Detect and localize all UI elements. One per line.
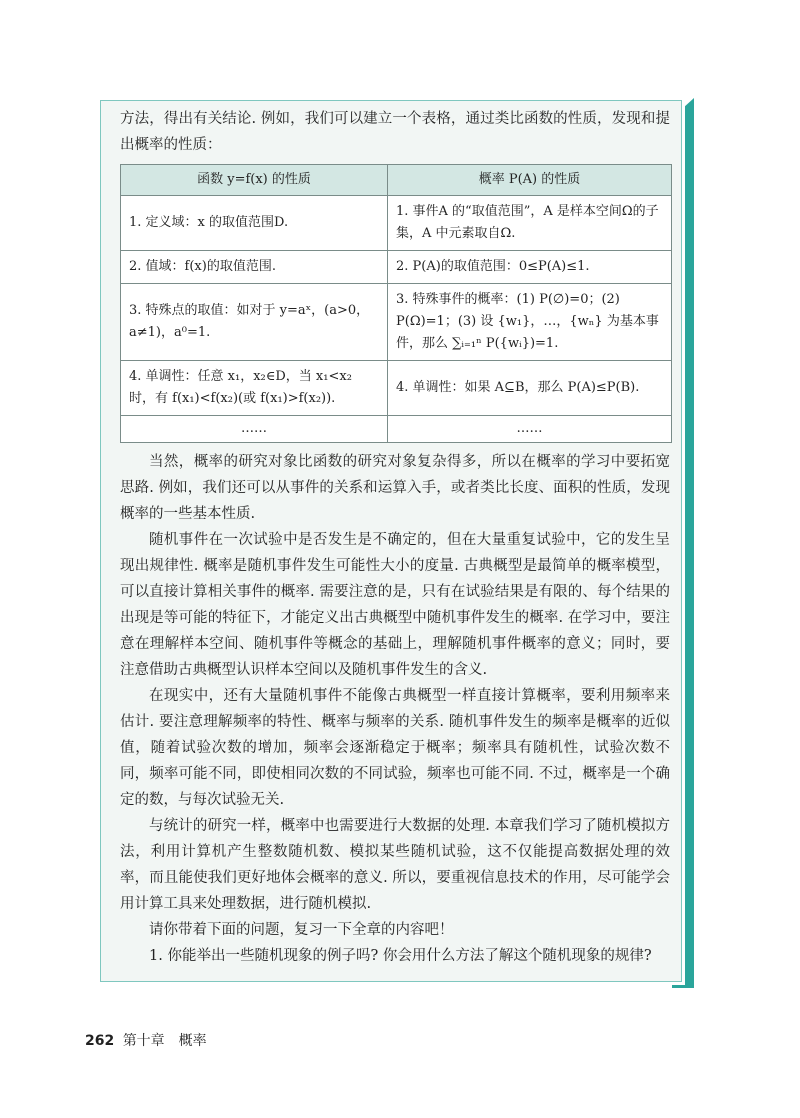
table-cell: 2. 值域：f(x)的取值范围. [121, 251, 388, 284]
table-cell: 1. 定义域：x 的取值范围D. [121, 196, 388, 251]
page-number: 262 [85, 1033, 115, 1049]
paragraph: 在现实中，还有大量随机事件不能像古典概型一样直接计算概率，要利用频率来估计. 要注意理解频率的特性、概率与频率的关系. 随机事件发生的频率是概率的近似值，随着试验次数的增加，频率会逐渐稳定于概率；频率具有随机性，试验次数不同，频率可能不同，即使相同次数的不同试验，频率也可能不同. 不过，概率是一个确定的数，与每次试验无关. [120, 688, 670, 808]
table-cell: 4. 单调性：任意 x₁，x₂∈D，当 x₁<x₂ 时，有 f(x₁)<f(x₂)(或 f(x₁)>f(x₂)). [121, 361, 388, 416]
intro-paragraph: 方法，得出有关结论. 例如，我们可以建立一个表格，通过类比函数的性质，发现和提出概率的性质： [120, 111, 670, 153]
table-header-row [121, 165, 672, 196]
table-header-function: 函数 y=f(x) 的性质 [121, 165, 388, 196]
paragraph: 当然，概率的研究对象比函数的研究对象复杂得多，所以在概率的学习中要拓宽思路. 例如，我们还可以从事件的关系和运算入手，或者类比长度、面积的性质，发现概率的一些基本性质. [120, 454, 670, 522]
paragraph: 请你带着下面的问题，复习一下全章的内容吧！ [149, 922, 454, 938]
table-row [121, 284, 672, 361]
table-cell: 2. P(A)的取值范围：0≤P(A)≤1. [388, 251, 672, 284]
table-row [121, 416, 672, 443]
table-cell: 3. 特殊点的取值：如对于 y=aˣ，(a>0，a≠1)，a⁰=1. [121, 284, 388, 361]
table-cell: 1. 事件A 的“取值范围”，A 是样本空间Ω的子集，A 中元素取自Ω. [388, 196, 672, 251]
table-cell: 4. 单调性：如果 A⊆B，那么 P(A)≤P(B). [388, 361, 672, 416]
table-cell: 3. 特殊事件的概率：(1) P(∅)=0；(2) P(Ω)=1；(3) 设 {w₁}，…，{wₙ} 为基本事件，那么 ∑ᵢ₌₁ⁿ P({wᵢ})=1. [388, 284, 672, 361]
review-question: 1. 你能举出一些随机现象的例子吗? 你会用什么方法了解这个随机现象的规律? [149, 948, 652, 964]
table-cell: …… [121, 416, 388, 443]
comparison-table [120, 164, 672, 443]
paragraph: 与统计的研究一样，概率中也需要进行大数据的处理. 本章我们学习了随机模拟方法，利用计算机产生整数随机数、模拟某些随机试验，这不仅能提高数据处理的效率，而且能使我们更好地体会概率的意义. 所以，要重视信息技术的作用，尽可能学会用计算工具来处理数据，进行随机模拟. [120, 818, 670, 912]
table-header-probability: 概率 P(A) 的性质 [388, 165, 672, 196]
page-content [120, 106, 670, 969]
chapter-title: 第十章 概率 [122, 1033, 207, 1049]
table-row [121, 196, 672, 251]
table-row [121, 251, 672, 284]
page-footer [85, 1030, 207, 1050]
table-row [121, 361, 672, 416]
table-cell: …… [388, 416, 672, 443]
paragraph: 随机事件在一次试验中是否发生是不确定的，但在大量重复试验中，它的发生呈现出规律性. 概率是随机事件发生可能性大小的度量. 古典概型是最简单的概率模型，可以直接计算相关事件的概率. 需要注意的是，只有在试验结果是有限的、每个结果的出现是等可能的特征下，才能定义出古典概型中随机事件发生的概率. 在学习中，要注意在理解样本空间、随机事件等概念的基础上，理解随机事件概率的意义；同时，要注意借助古典概型认识样本空间以及随机事件发生的含义. [120, 532, 670, 678]
